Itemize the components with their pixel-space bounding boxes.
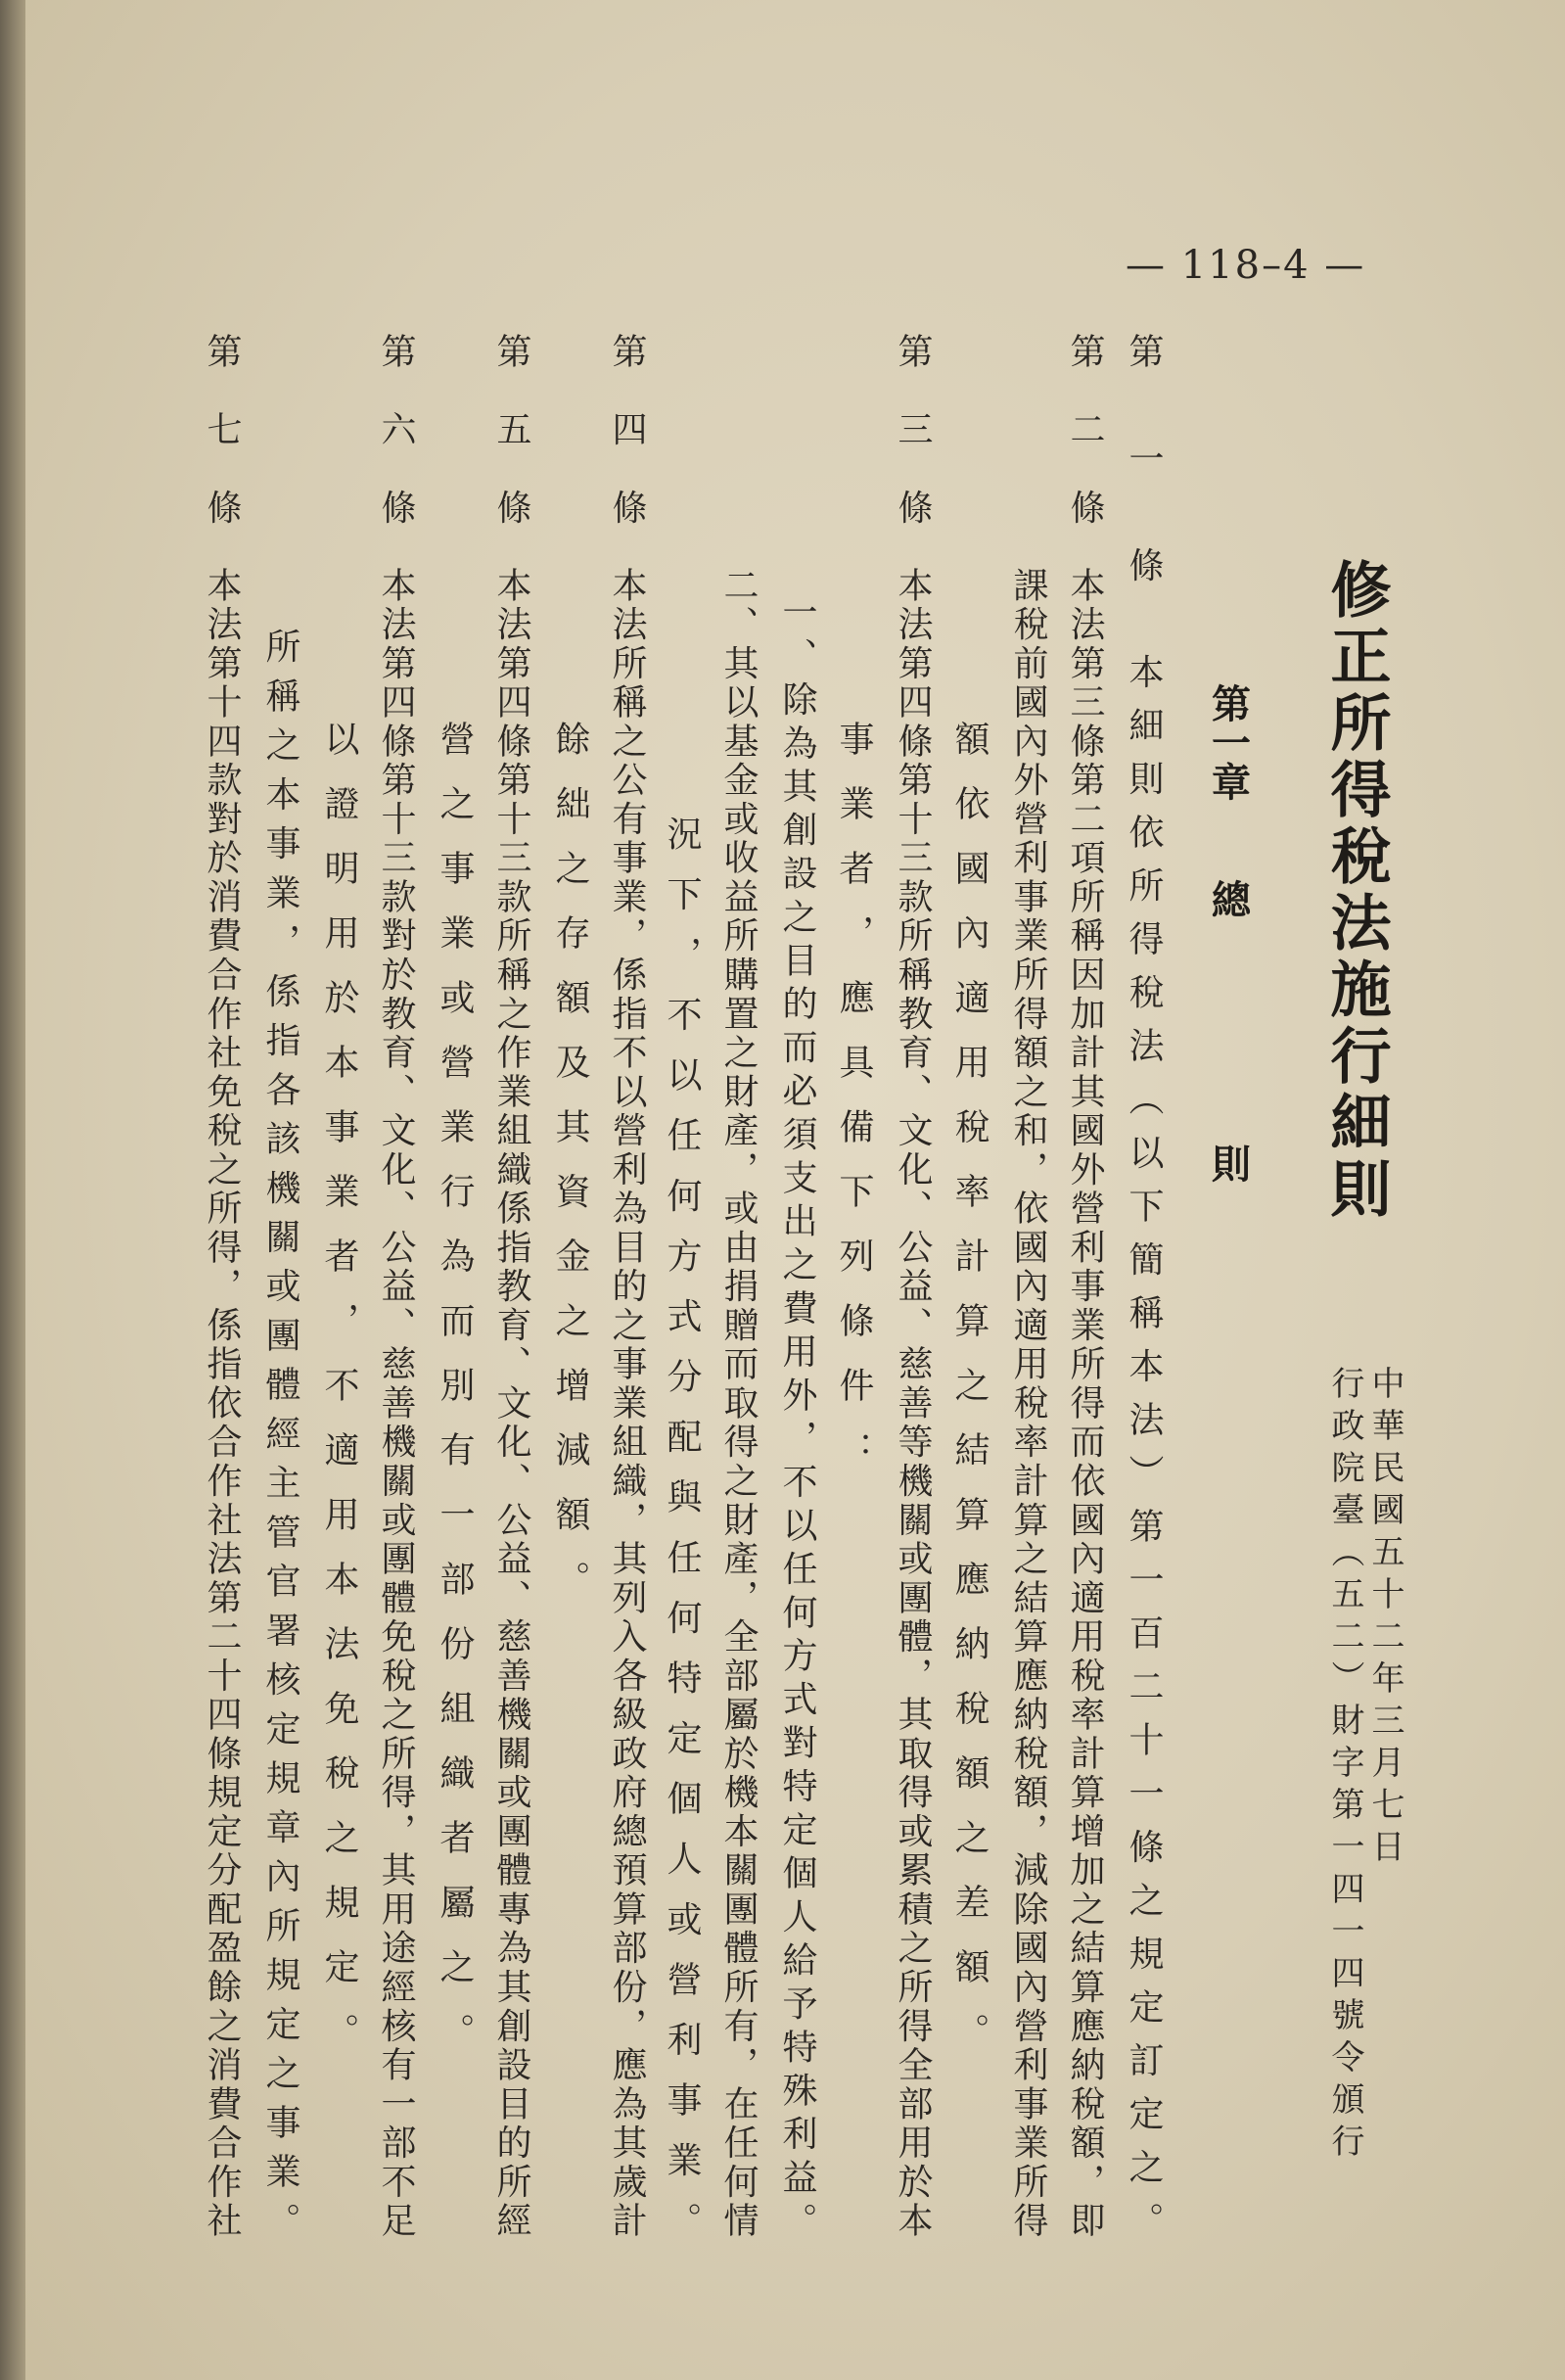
text-column: 第 二 條 本法第三條第二項所稱因加計其國外營利事業所得而依國內適用稅率計算增加之結算應納稅額，即 [1065, 333, 1105, 2241]
page-number: — 118–4 — [1126, 243, 1366, 288]
text-column: 況下，不以任何方式分配與任何特定個人或營利事業。 [662, 333, 702, 2263]
text-column: 第 五 條 本法第四條第十三款所稱之作業組織係指教育、文化、公益、慈善機關或團體專為其創設目的所經 [491, 333, 531, 2241]
chapter-word-1: 總 [1212, 877, 1251, 923]
text-column: 課稅前國內外營利事業所得額之和，依國內適用稅率計算之結算應納稅額，減除國內營利事業所得 [1008, 333, 1048, 2241]
text-column: 事業者，應具備下列條件： [834, 333, 874, 1496]
text-column: 第 四 條 本法所稱之公有事業，係指不以營利為目的之事業組織，其列入各級政府總預算部份，應為其歲計 [607, 333, 647, 2241]
decree-line-2: 行政院臺（五二）財字第一四一四號令頒行 [1325, 1366, 1364, 2166]
text-column: 第 七 條 本法第十四款對於消費合作社免稅之所得，係指依合作社法第二十四條規定分配盈餘之消費合作社 [202, 333, 242, 2241]
text-column: 第 三 條 本法第四條第十三款所稱教育、文化、公益、慈善等機關或團體，其取得或累積之所得全部用於本 [893, 333, 933, 2241]
text-column: 額依國內適用稅率計算之結算應納稅額之差額。 [949, 333, 990, 2077]
text-column: 第 一 條 本細則依所得稅法（以下簡稱本法）第一百二十一條之規定訂定之。 [1124, 333, 1164, 2256]
chapter-word-2: 則 [1212, 1142, 1251, 1188]
text-column: 營之事業或營業行為而別有一部份組織者屬之。 [435, 333, 475, 2077]
text-column: 所稱之本事業，係指各該機關或團體經主管官署核定規章內所規定之事業。 [260, 333, 300, 2252]
text-column: 第 六 條 本法第四條第十三款對於教育、文化、公益、慈善機關或團體免稅之所得，其用途經核有一部不足 [376, 333, 416, 2241]
chapter-heading [1202, 681, 1261, 1194]
document-title: 修正所得稅法施行細則 [1320, 558, 1392, 1224]
decree-line-1: 中華民國五十二年三月七日 [1365, 1366, 1404, 1871]
text-column: 餘絀之存額及其資金之增減額。 [550, 333, 590, 1625]
text-column: 一、除為其創設之目的而必須支出之費用外，不以任何方式對特定個人給予特殊利益。 [777, 333, 817, 2246]
text-column: 二、其以基金或收益所購置之財產，或由捐贈而取得之財產，全部屬於機本關團體所有，在任何情 [718, 333, 759, 2241]
chapter-number: 第一章 [1212, 681, 1251, 806]
book-spine-shadow [0, 0, 25, 2380]
text-column: 以證明用於本事業者，不適用本法免稅之規定。 [319, 333, 359, 2077]
